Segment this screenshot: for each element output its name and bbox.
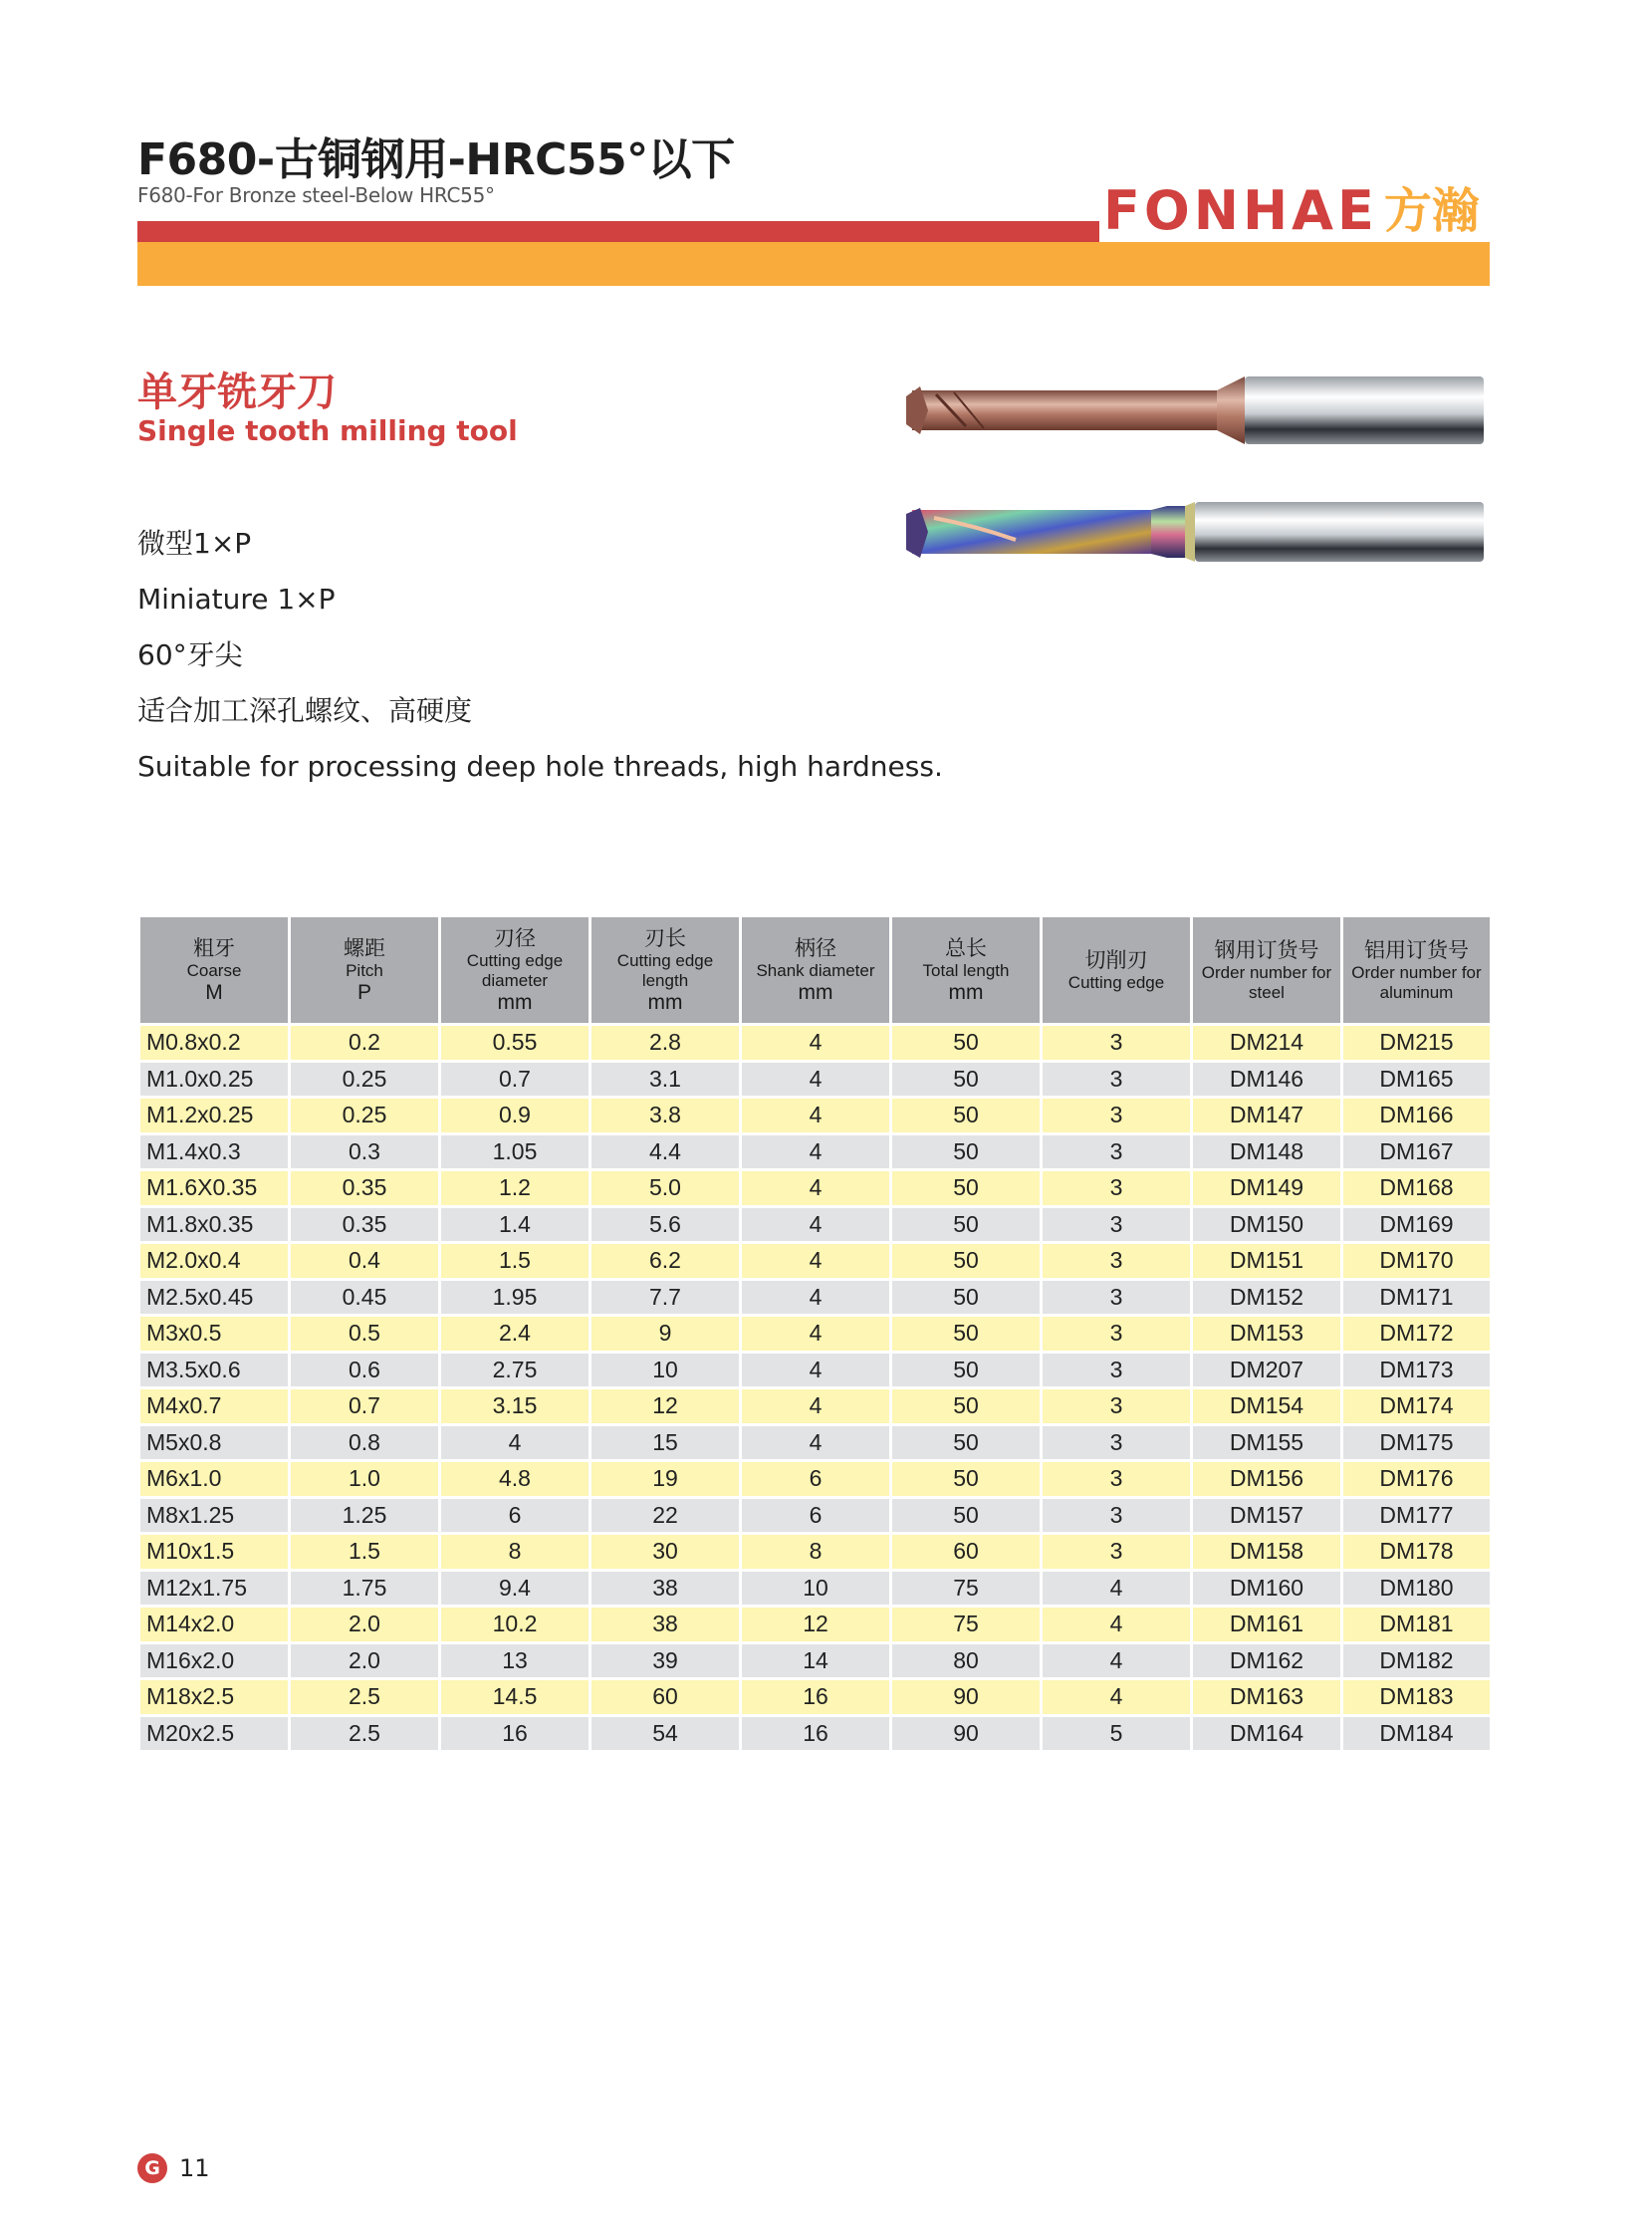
table-cell: 12 [741, 1607, 891, 1643]
table-cell: DM165 [1342, 1061, 1492, 1098]
table-cell: M1.4x0.3 [139, 1133, 290, 1170]
table-cell: 50 [891, 1279, 1042, 1316]
feature-item: 60°牙尖 [137, 638, 243, 671]
table-cell: DM173 [1342, 1352, 1492, 1388]
table-cell: DM150 [1192, 1206, 1342, 1243]
table-cell: DM215 [1342, 1025, 1492, 1062]
table-cell: 3 [1042, 1461, 1192, 1498]
table-cell: 1.05 [440, 1133, 590, 1170]
table-cell: 4 [741, 1316, 891, 1353]
table-cell: DM168 [1342, 1170, 1492, 1207]
table-cell: DM153 [1192, 1316, 1342, 1353]
table-cell: 0.2 [290, 1025, 440, 1062]
table-cell: 50 [891, 1461, 1042, 1498]
column-header: 粗牙 Coarse M [139, 916, 290, 1025]
product-image [906, 369, 1494, 608]
table-cell: 0.35 [290, 1170, 440, 1207]
table-row [139, 1461, 1492, 1498]
table-cell: M2.0x0.4 [139, 1243, 290, 1280]
table-cell: 2.0 [290, 1607, 440, 1643]
table-cell: 5.0 [590, 1170, 741, 1207]
table-cell: 3 [1042, 1206, 1192, 1243]
table-cell: DM163 [1192, 1679, 1342, 1716]
table-cell: M1.2x0.25 [139, 1098, 290, 1134]
tool-rainbow-icon [906, 502, 1484, 562]
page-number: 11 [179, 2154, 210, 2182]
page-title: F680-古铜钢用-HRC55°以下 [137, 134, 735, 185]
table-cell: 2.75 [440, 1352, 590, 1388]
table-cell: 0.9 [440, 1098, 590, 1134]
table-cell: DM169 [1342, 1206, 1492, 1243]
table-cell: 3 [1042, 1424, 1192, 1461]
table-cell: 16 [741, 1715, 891, 1752]
table-cell: 3 [1042, 1170, 1192, 1207]
table-cell: 1.0 [290, 1461, 440, 1498]
table-cell: 16 [440, 1715, 590, 1752]
header-orange-bar [137, 242, 1490, 286]
table-cell: 12 [590, 1388, 741, 1425]
table-row [139, 1352, 1492, 1388]
table-cell: 3.8 [590, 1098, 741, 1134]
table-cell: M20x2.5 [139, 1715, 290, 1752]
table-row [139, 1316, 1492, 1353]
table-cell: 4.4 [590, 1133, 741, 1170]
page-footer [137, 2153, 210, 2183]
table-cell: DM175 [1342, 1424, 1492, 1461]
column-header: 刃径 Cutting edge diameter mm [440, 916, 590, 1025]
table-cell: DM182 [1342, 1642, 1492, 1679]
table-cell: DM160 [1192, 1570, 1342, 1607]
table-cell: 50 [891, 1206, 1042, 1243]
table-cell: DM146 [1192, 1061, 1342, 1098]
table-cell: 3 [1042, 1061, 1192, 1098]
section-badge: G [137, 2153, 167, 2183]
table-cell: 50 [891, 1243, 1042, 1280]
table-cell: M1.6X0.35 [139, 1170, 290, 1207]
table-row [139, 1025, 1492, 1062]
table-cell: 75 [891, 1607, 1042, 1643]
table-row [139, 1206, 1492, 1243]
table-cell: DM148 [1192, 1133, 1342, 1170]
table-cell: DM147 [1192, 1098, 1342, 1134]
table-header-row [139, 916, 1492, 1025]
table-cell: 3 [1042, 1534, 1192, 1571]
table-cell: 3 [1042, 1497, 1192, 1534]
table-cell: 0.5 [290, 1316, 440, 1353]
table-cell: 4 [741, 1352, 891, 1388]
table-cell: 9.4 [440, 1570, 590, 1607]
table-cell: 4 [741, 1098, 891, 1134]
table-cell: 50 [891, 1061, 1042, 1098]
table-cell: DM155 [1192, 1424, 1342, 1461]
table-cell: M14x2.0 [139, 1607, 290, 1643]
table-cell: M2.5x0.45 [139, 1279, 290, 1316]
table-cell: 1.2 [440, 1170, 590, 1207]
table-cell: M1.8x0.35 [139, 1206, 290, 1243]
table-cell: M10x1.5 [139, 1534, 290, 1571]
table-cell: 4 [1042, 1570, 1192, 1607]
table-cell: 90 [891, 1679, 1042, 1716]
table-cell: 10 [590, 1352, 741, 1388]
table-row [139, 1279, 1492, 1316]
table-cell: DM177 [1342, 1497, 1492, 1534]
table-cell: 0.7 [290, 1388, 440, 1425]
table-cell: 14 [741, 1642, 891, 1679]
table-cell: 8 [741, 1534, 891, 1571]
table-cell: 0.35 [290, 1206, 440, 1243]
table-cell: DM158 [1192, 1534, 1342, 1571]
table-cell: 3.15 [440, 1388, 590, 1425]
table-cell: 6 [741, 1461, 891, 1498]
table-cell: 0.25 [290, 1098, 440, 1134]
table-cell: 14.5 [440, 1679, 590, 1716]
table-row [139, 1098, 1492, 1134]
table-cell: M16x2.0 [139, 1642, 290, 1679]
table-cell: DM214 [1192, 1025, 1342, 1062]
table-cell: 19 [590, 1461, 741, 1498]
table-cell: 50 [891, 1424, 1042, 1461]
table-cell: DM151 [1192, 1243, 1342, 1280]
table-cell: 60 [590, 1679, 741, 1716]
table-cell: 2.0 [290, 1642, 440, 1679]
table-cell: 39 [590, 1642, 741, 1679]
table-cell: 6 [741, 1497, 891, 1534]
table-cell: DM166 [1342, 1098, 1492, 1134]
table-row [139, 1424, 1492, 1461]
table-cell: 4 [741, 1170, 891, 1207]
table-cell: DM181 [1342, 1607, 1492, 1643]
table-cell: 0.6 [290, 1352, 440, 1388]
logo-wordmark-en: FONHAE [1103, 179, 1378, 242]
table-cell: DM171 [1342, 1279, 1492, 1316]
table-cell: DM161 [1192, 1607, 1342, 1643]
feature-item: 微型1×P [137, 527, 252, 560]
table-cell: DM183 [1342, 1679, 1492, 1716]
table-cell: 54 [590, 1715, 741, 1752]
table-cell: 50 [891, 1170, 1042, 1207]
table-cell: 3 [1042, 1279, 1192, 1316]
table-cell: M18x2.5 [139, 1679, 290, 1716]
table-cell: M1.0x0.25 [139, 1061, 290, 1098]
table-cell: 50 [891, 1133, 1042, 1170]
table-cell: 10 [741, 1570, 891, 1607]
table-cell: 60 [891, 1534, 1042, 1571]
table-cell: DM184 [1342, 1715, 1492, 1752]
table-cell: 30 [590, 1534, 741, 1571]
column-header: 钢用订货号 Order number for steel [1192, 916, 1342, 1025]
tool-copper-icon [906, 376, 1484, 444]
table-row [139, 1243, 1492, 1280]
table-cell: 1.95 [440, 1279, 590, 1316]
table-cell: DM180 [1342, 1570, 1492, 1607]
table-cell: 50 [891, 1352, 1042, 1388]
table-cell: DM157 [1192, 1497, 1342, 1534]
column-header: 螺距 Pitch P [290, 916, 440, 1025]
table-cell: 75 [891, 1570, 1042, 1607]
table-cell: 4 [741, 1388, 891, 1425]
table-cell: M8x1.25 [139, 1497, 290, 1534]
table-cell: 1.5 [440, 1243, 590, 1280]
table-body [139, 1025, 1492, 1752]
table-row [139, 1534, 1492, 1571]
table-cell: 4 [1042, 1642, 1192, 1679]
table-cell: 5 [1042, 1715, 1192, 1752]
table-cell: 50 [891, 1388, 1042, 1425]
table-cell: DM172 [1342, 1316, 1492, 1353]
spec-table [137, 914, 1493, 1753]
table-cell: 4 [440, 1424, 590, 1461]
table-cell: 1.75 [290, 1570, 440, 1607]
table-cell: 50 [891, 1497, 1042, 1534]
table-row [139, 1133, 1492, 1170]
product-name-en: Single tooth milling tool [137, 414, 518, 447]
table-cell: DM152 [1192, 1279, 1342, 1316]
table-cell: DM149 [1192, 1170, 1342, 1207]
feature-item: Suitable for processing deep hole threads, high hardness. [137, 750, 943, 783]
table-cell: 2.5 [290, 1679, 440, 1716]
table-cell: 0.45 [290, 1279, 440, 1316]
header-red-bar [137, 221, 1099, 242]
logo-wordmark-cn: 方瀚 [1383, 183, 1480, 239]
feature-item: Miniature 1×P [137, 583, 336, 616]
table-cell: 9 [590, 1316, 741, 1353]
table-cell: 15 [590, 1424, 741, 1461]
table-cell: 10.2 [440, 1607, 590, 1643]
table-cell: 38 [590, 1570, 741, 1607]
table-cell: 2.5 [290, 1715, 440, 1752]
table-cell: 4 [741, 1424, 891, 1461]
table-row [139, 1170, 1492, 1207]
table-row [139, 1388, 1492, 1425]
table-cell: 0.55 [440, 1025, 590, 1062]
table-row [139, 1679, 1492, 1716]
table-row [139, 1607, 1492, 1643]
table-cell: 22 [590, 1497, 741, 1534]
table-cell: M12x1.75 [139, 1570, 290, 1607]
table-cell: 3 [1042, 1098, 1192, 1134]
table-cell: M6x1.0 [139, 1461, 290, 1498]
table-cell: DM156 [1192, 1461, 1342, 1498]
table-cell: 4 [741, 1025, 891, 1062]
table-cell: DM162 [1192, 1642, 1342, 1679]
table-cell: DM164 [1192, 1715, 1342, 1752]
table-cell: 38 [590, 1607, 741, 1643]
table-cell: 2.4 [440, 1316, 590, 1353]
table-cell: 13 [440, 1642, 590, 1679]
table-cell: 8 [440, 1534, 590, 1571]
table-cell: 7.7 [590, 1279, 741, 1316]
table-cell: 6 [440, 1497, 590, 1534]
table-cell: 3 [1042, 1388, 1192, 1425]
table-cell: M0.8x0.2 [139, 1025, 290, 1062]
table-cell: 50 [891, 1316, 1042, 1353]
table-row [139, 1061, 1492, 1098]
table-cell: 50 [891, 1025, 1042, 1062]
table-cell: DM170 [1342, 1243, 1492, 1280]
table-cell: 3 [1042, 1352, 1192, 1388]
table-cell: 0.25 [290, 1061, 440, 1098]
product-name-cn: 单牙铣牙刀 [137, 370, 337, 415]
table-cell: 4 [741, 1243, 891, 1280]
table-cell: 0.4 [290, 1243, 440, 1280]
table-cell: 1.25 [290, 1497, 440, 1534]
feature-list [137, 524, 943, 803]
table-cell: M5x0.8 [139, 1424, 290, 1461]
table-cell: 0.7 [440, 1061, 590, 1098]
table-cell: 3 [1042, 1133, 1192, 1170]
table-cell: 2.8 [590, 1025, 741, 1062]
table-cell: 4 [741, 1206, 891, 1243]
table-cell: 6.2 [590, 1243, 741, 1280]
table-cell: M3.5x0.6 [139, 1352, 290, 1388]
table-row [139, 1570, 1492, 1607]
table-cell: 4 [741, 1133, 891, 1170]
table-row [139, 1497, 1492, 1534]
table-cell: 3 [1042, 1025, 1192, 1062]
table-cell: 4 [741, 1061, 891, 1098]
feature-item: 适合加工深孔螺纹、高硬度 [137, 694, 473, 727]
column-header: 柄径 Shank diameter mm [741, 916, 891, 1025]
table-cell: 4 [1042, 1607, 1192, 1643]
table-cell: DM207 [1192, 1352, 1342, 1388]
column-header: 总长 Total length mm [891, 916, 1042, 1025]
table-cell: 80 [891, 1642, 1042, 1679]
table-cell: 1.4 [440, 1206, 590, 1243]
table-cell: 50 [891, 1098, 1042, 1134]
table-cell: 5.6 [590, 1206, 741, 1243]
table-cell: 3 [1042, 1316, 1192, 1353]
table-cell: 90 [891, 1715, 1042, 1752]
table-cell: 0.3 [290, 1133, 440, 1170]
column-header: 切削刃 Cutting edge [1042, 916, 1192, 1025]
table-cell: DM178 [1342, 1534, 1492, 1571]
column-header: 刃长 Cutting edge length mm [590, 916, 741, 1025]
table-cell: DM154 [1192, 1388, 1342, 1425]
table-cell: 3.1 [590, 1061, 741, 1098]
table-cell: DM176 [1342, 1461, 1492, 1498]
table-cell: M3x0.5 [139, 1316, 290, 1353]
table-cell: 16 [741, 1679, 891, 1716]
table-row [139, 1642, 1492, 1679]
table-cell: DM174 [1342, 1388, 1492, 1425]
brand-logo [1103, 179, 1480, 242]
table-cell: 3 [1042, 1243, 1192, 1280]
table-cell: DM167 [1342, 1133, 1492, 1170]
table-row [139, 1715, 1492, 1752]
page-subtitle: F680-For Bronze steel-Below HRC55° [137, 183, 495, 207]
table-cell: 4.8 [440, 1461, 590, 1498]
table-cell: 1.5 [290, 1534, 440, 1571]
table-cell: 4 [741, 1279, 891, 1316]
table-cell: 0.8 [290, 1424, 440, 1461]
table-cell: M4x0.7 [139, 1388, 290, 1425]
table-cell: 4 [1042, 1679, 1192, 1716]
column-header: 铝用订货号 Order number for aluminum [1342, 916, 1492, 1025]
